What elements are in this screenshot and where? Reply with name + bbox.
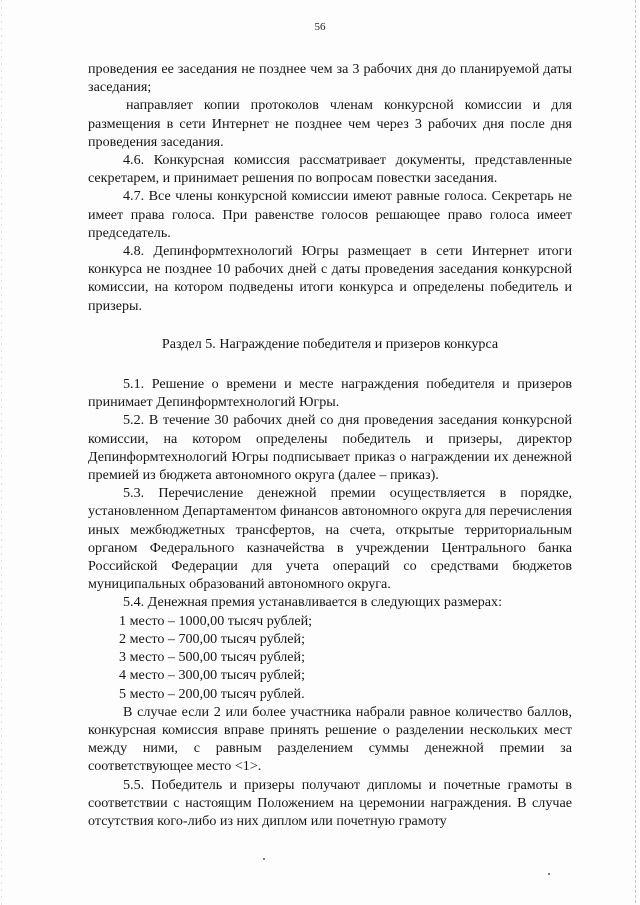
scan-edge-right <box>635 0 636 905</box>
prize-item-4: 4 место – 300,00 тысяч рублей; <box>119 667 306 684</box>
paragraph-5-2: 5.2. В течение 30 рабочих дней со дня проведения заседания конкурсной комиссии, на котором определены победитель и призеры, директор Депинформтехнологий Югры подписывает приказ о награждении их денежной премией из бюджета автономного округа (далее – приказ). <box>88 412 572 484</box>
prize-item-5: 5 место – 200,00 тысяч рублей. <box>119 685 305 702</box>
paragraph-5-5: 5.5. Победитель и призеры получают дипломы и почетные грамоты в соответствии с настоящим Положением на церемонии награждения. В случае отсутствия кого-либо из них диплом или почетную грамоту <box>88 776 572 829</box>
scan-speck <box>548 873 550 875</box>
paragraph-4-6: 4.6. Конкурсная комиссия рассматривает документы, представленные секретарем, и принимает решения по вопросам повестки заседания. <box>88 152 572 187</box>
paragraph-5-3: 5.3. Перечисление денежной премии осуществляется в порядке, установленном Департаментом финансов автономного округа для перечисления иных межбюджетных трансфертов, на счета, открытые территориальным органом Федерального казначейства в учреждении Центрального банка Российской Федерации для учета операций со средствами бюджетов муниципальных образований автономного округа. <box>88 485 572 593</box>
paragraph-5-4: 5.4. Денежная премия устанавливается в следующих размерах: <box>123 594 503 611</box>
paragraph-4-7: 4.7. Все члены конкурсной комиссии имеют равные голоса. Секретарь не имеет права голоса. При равенстве голосов решающее право голоса имеет председатель. <box>88 188 572 241</box>
paragraph-5-1: 5.1. Решение о времени и месте награждения победителя и призеров принимает Депинформтехнологий Югры. <box>88 376 572 411</box>
paragraph-continuation: проведения ее заседания не позднее чем за 3 рабочих дня до планируемой даты заседания; <box>88 61 572 96</box>
paragraph-tie-rule: В случае если 2 или более участника набрали равное количество баллов, конкурсная комиссия вправе принять решение о разделении нескольких мест между ними, с равным разделением суммы денежной премии за соответствующее место <1>. <box>88 703 572 775</box>
prize-item-2: 2 место – 700,00 тысяч рублей; <box>119 630 306 647</box>
prize-item-1: 1 место – 1000,00 тысяч рублей; <box>119 612 313 629</box>
scan-speck <box>263 858 265 860</box>
paragraph-protocol-copies: направляет копии протоколов членам конкурсной комиссии и для размещения в сети Интернет не позднее чем через 3 рабочих дня после дня проведения заседания. <box>88 97 572 150</box>
body-text <box>88 60 572 830</box>
paragraph-4-8: 4.8. Депинформтехнологий Югры размещает в сети Интернет итоги конкурса не позднее 10 рабочих дней с даты проведения заседания конкурсной комиссии, на котором подведены итоги конкурса и определены победитель и призеры. <box>88 243 572 314</box>
scan-edge-left <box>1 0 2 905</box>
page-number: 56 <box>314 21 326 33</box>
section-5-heading: Раздел 5. Награждение победителя и призеров конкурса <box>161 335 499 352</box>
prize-item-3: 3 место – 500,00 тысяч рублей; <box>119 649 306 666</box>
